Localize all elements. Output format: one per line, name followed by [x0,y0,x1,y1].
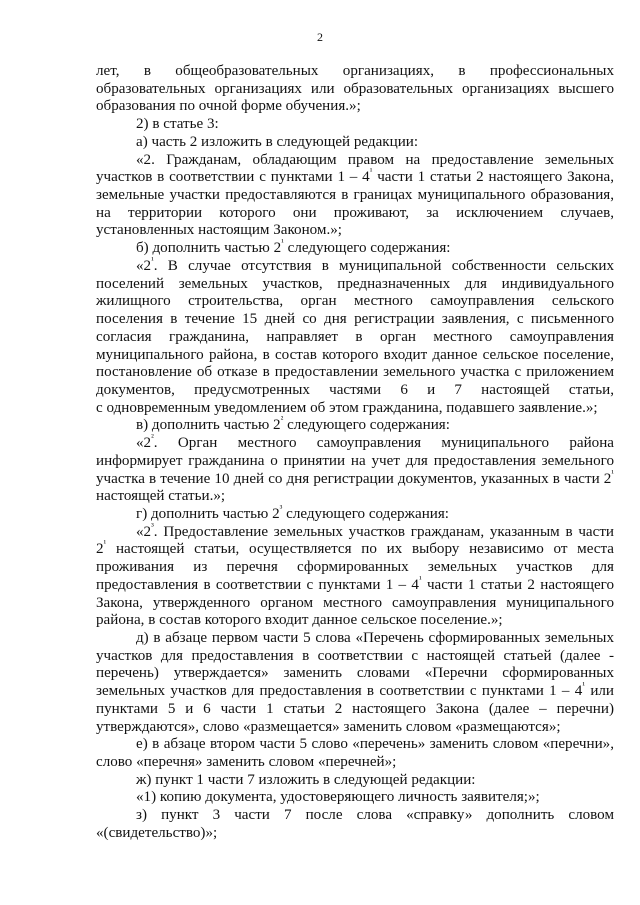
text-line: образования по очной форме обучения.»; [96,98,361,115]
text-line: участков для предоставления в соответствии с настоящей статьей (далее - [96,647,614,664]
text-line: установленных настоящим Законом.»; [96,222,343,239]
text-line: перечень) утверждается» заменить словами «Перечни сформированных [96,665,614,682]
text-line: лет, в общеобразовательных организациях, в профессиональных [96,63,614,79]
text-line: д) в абзаце первом части 5 слова «Перечень сформированных земельных [136,630,614,646]
text-line: информирует гражданина о принятии на учет для предоставления земельного [96,452,614,469]
text-line: а) часть 2 изложить в следующей редакции: [136,133,419,150]
text-line: на территории которого они проживают, за исключением случаев, [96,204,614,221]
text-line: участков в соответствии с пунктами $1 - 4^{^1}$ части 1 статьи 2 настоящего Закона, [96,166,614,186]
text-line: с одновременным уведомлением об этом гражданина, подавшего заявление.»; [96,399,598,416]
text-line: «$2^{^3}$. Предоставление земельных участков гражданам, указанным в части [136,520,614,540]
text-line: жилищного строительства, орган местного самоуправления сельского [96,293,614,310]
text-line: проживания из перечня сформированных земельных участков для [96,559,614,576]
text-line: пунктами 5 и 6 части 1 статьи 2 настоящего Закона (далее – перечни) [96,700,614,717]
text-line: образовательных организациях или образовательных организациях высшего [96,80,614,97]
text-line: согласия гражданина, направляет в орган местного самоуправления [96,328,614,345]
text-line: земельных участков для предоставления в соответствии с пунктами $1 - 4^{^1}$ или [96,680,615,700]
text-line: ж) пункт 1 части 7 изложить в следующей редакции: [136,771,476,788]
text-line: «(свидетельство)»; [96,824,218,841]
text-line: утверждаются», слово «размещается» заменить словом «размещаются»; [96,718,561,735]
page-number: 2 [317,30,323,44]
text-line: настоящей статьи.»; [96,488,226,505]
text-line: $2^{^1}$ настоящей статьи, осуществляется по их выбору независимо от места [96,538,614,558]
text-line: постановление об отказе в предоставлении земельного участка с приложением [96,364,614,381]
text-line: Закона, утвержденного органом местного самоуправления муниципального [96,594,614,611]
text-line: б) дополнить частью $2^{^1}$ следующего содержания: [136,237,451,257]
text-line: муниципального района, в состав которого входит данное сельское поселение, [96,346,614,363]
document-body [96,63,614,843]
text-line: «1) копию документа, удостоверяющего личность заявителя;»; [136,789,540,806]
text-line: «$2^{^1}$. В случае отсутствия в муниципальной собственности сельских [136,254,614,274]
text-line: документов, предусмотренных частями 6 и 7 настоящей статьи, [96,381,614,398]
text-line: в) дополнить частью $2^{^2}$ следующего содержания: [136,414,450,434]
text-line: земельные участки предоставляются в границах муниципального образования, [96,187,614,204]
text-line: е) в абзаце втором части 5 слово «перечень» заменить словом «перечни», [136,736,614,753]
text-line: слово «перечня» заменить словом «перечней»; [96,754,397,771]
text-line: 2) в статье 3: [136,116,219,133]
text-line: предоставления в соответствии с пунктами $1 - 4^{^1}$ части 1 статьи 2 настоящего [96,573,615,593]
text-line: поселения в течение 15 дней со дня регистрации заявления, с письменного [96,311,614,328]
text-line: «$2^{^2}$. Орган местного самоуправления муниципального района [136,432,614,452]
text-line: района, в состав которого входит данное сельское поселение.»; [96,612,503,629]
text-line: поселений земельных участков, предназначенных для индивидуального [96,275,614,292]
text-line: «2. Гражданам, обладающим правом на предоставление земельных [136,151,614,168]
text-line: з) пункт 3 части 7 после слова «справку» дополнить словом [136,807,614,824]
text-line: г) дополнить частью $2^{^3}$ следующего содержания: [136,502,449,522]
text-line: участка в течение 10 дней со дня регистрации документов, указанных в части $2^{^1}$ [96,467,614,487]
